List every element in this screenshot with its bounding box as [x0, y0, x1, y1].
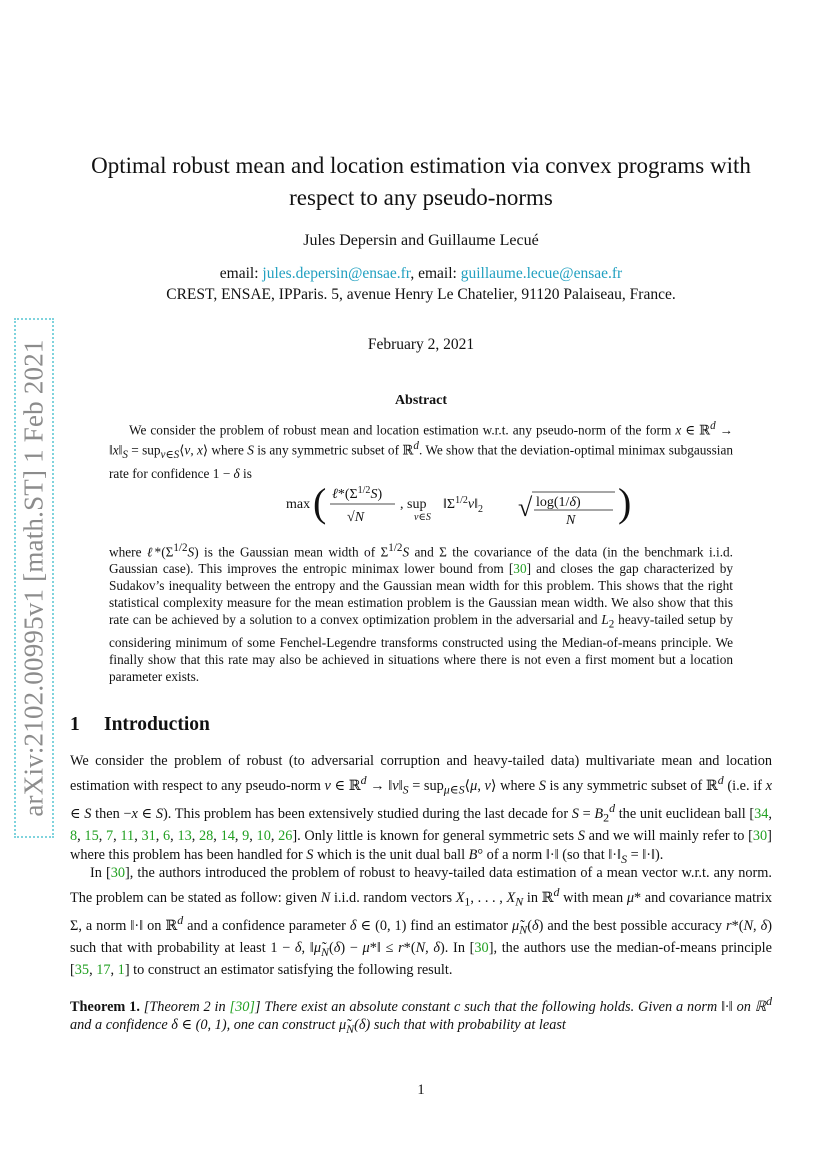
citation-link[interactable]: 1: [117, 962, 125, 979]
citation-link[interactable]: 30: [474, 940, 489, 957]
paper-title: [70, 150, 772, 214]
email-label-2: , email:: [410, 265, 457, 282]
citation-link[interactable]: 15: [84, 828, 99, 845]
title-line-2: respect to any pseudo-norms: [289, 185, 553, 210]
email-link-lecue[interactable]: guillaume.lecue@ensae.fr: [460, 265, 623, 282]
citation-link[interactable]: 7: [105, 828, 114, 845]
arxiv-identifier: arXiv:2102.00995v1 [math.ST] 1 Feb 2021: [18, 339, 49, 817]
svg-text:(: (: [313, 480, 327, 525]
affiliation: CREST, ENSAE, IPParis. 5, avenue Henry Le Chatelier, 91120 Palaiseau, France.: [166, 286, 676, 303]
svg-text:‖Σ1/2v‖2: $‖\Sigma^{1/2}v‖_2$: [443, 495, 484, 515]
citation-link[interactable]: 28: [199, 828, 214, 845]
theorem-1: Theorem 1. [Theorem 2 in [30]] There exist an absolute constant c such that the following holds. Given a norm ‖·‖ on ℝ$^d$ and a confidence δ ∈ (0, 1), one can construct $\mũ_N(\delta)$ such that with probability at least: [70, 994, 773, 1037]
abstract-heading: Abstract: [394, 393, 448, 408]
citation-link[interactable]: 6: [163, 828, 171, 845]
rate-formula: [70, 478, 772, 528]
svg-text:√: √: [518, 493, 533, 522]
citation-link[interactable]: 26: [278, 828, 293, 845]
theorem-cite-suffix: ]: [254, 998, 261, 1015]
paper-date: February 2, 2021: [367, 336, 475, 353]
citation-link[interactable]: 35: [74, 962, 90, 979]
svg-text:, sup: , sup: [400, 497, 427, 512]
svg-text:log(1/δ): log(1/δ): [536, 495, 581, 510]
svg-text:ℓ*(Σ1/2S): $\ell*(\Sigma^{1/2}S)$: [332, 485, 383, 502]
citation-link[interactable]: 13: [177, 828, 192, 845]
intro-paragraph-2: In [30], the authors introduced the problem of robust to heavy-tailed data estimation of a mean vector w.r.t. any norm. The problem can be stated as follow: given N i.i.d. random vectors $X_1$, . . . , $X_N$ in ℝ$^d$ with mean μ* and covariance matrix Σ, a norm ‖·‖ on ℝ$^d$ and a confidence parameter δ ∈ (0, 1) find an estimator $\mũ_N(\delta)$ and the best possible accuracy r*(N, δ) such that with probability at least 1 − δ, $‖\mũ_N(\delta)$ − μ*‖ ≤ r*(N, δ). In [30], the authors use the median-of-means principle [35, 17, 1] to construct an estimator satisfying the following result.: [70, 865, 773, 979]
citation-link[interactable]: 34: [754, 805, 769, 822]
authors: Jules Depersin and Guillaume Lecué: [303, 232, 539, 249]
citation-link[interactable]: 8: [70, 828, 78, 845]
abstract-paragraph-2: where $\ell*(\Sigma^{1/2}S)$ is the Gaussian mean width of $\Sigma^{1/2}S$ and Σ the covariance of the data (in the benchmark i.i.d. Gaussian case). This improves the entropic minimax lower bound from [30] and closes the gap characterized by Sudakov’s inequality between the entropy and the Gaussian mean width for this problem. This shows that the right statistical complexity measure for the mean estimation problem is the Gaussian mean width. We also show that this rate can be achieved by a solution to a convex optimization problem in the adversarial and $L_2$ heavy-tailed setup by considering minimum of some Fenchel-Legendre transforms constructed using the Median-of-means principle. We finally show that this rate may also be achieved in situations where there is not even a first moment but a location parameter exists.: [109, 542, 734, 685]
email-label-1: email:: [219, 265, 259, 282]
abstract-paragraph-1: We consider the problem of robust mean and location estimation w.r.t. any pseudo-norm of the form x ∈ ℝ$^d$ → $‖x‖_S$ = sup$_{v\in S}$⟨v, x⟩ where S is any symmetric subset of ℝ$^d$. We show that the deviation-optimal minimax subgaussian rate for confidence 1 − δ is: [109, 420, 734, 481]
citation-link[interactable]: 31: [141, 828, 156, 845]
citation-link[interactable]: 10: [256, 828, 271, 845]
citation-link[interactable]: 17: [96, 962, 111, 979]
svg-text:v∈S: v∈S: [414, 512, 431, 523]
svg-text:max: max: [286, 497, 311, 512]
section-number: 1: [70, 714, 80, 735]
citation-link[interactable]: 30: [513, 561, 527, 577]
section-title: Introduction: [104, 714, 210, 735]
svg-text:): ): [618, 480, 632, 525]
title-line-1: Optimal robust mean and location estimation via convex programs with: [91, 153, 751, 178]
page-number: 1: [417, 1082, 425, 1098]
intro-paragraph-1: We consider the problem of robust (to adversarial corruption and heavy-tailed data) multivariate mean and location estimation with respect to any pseudo-norm ν ∈ ℝ$^d$ → $‖\nu‖_S$ = sup$_{\mu\in S}$⟨μ, ν⟩ where S is any symmetric subset of ℝ$^d$ (i.e. if x ∈ S then −x ∈ S). This problem has been extensively studied during the last decade for $S = B_2^d$ the unit euclidean ball [34, 8, 15, 7, 11, 31, 6, 13, 28, 14, 9, 10, 26]. Only little is known for general symmetric sets S and we will mainly refer to [30] where this problem has been handled for S which is the unit dual ball B° of a norm ‖·‖ (so that $‖\cdot‖_S$ = ‖·‖).: [70, 753, 772, 866]
section-heading: [70, 714, 210, 736]
citation-link[interactable]: 14: [220, 828, 235, 845]
arxiv-stamp: [14, 318, 54, 838]
citation-link[interactable]: 11: [120, 828, 135, 845]
email-line: [70, 265, 772, 283]
email-link-depersin[interactable]: jules.depersin@ensae.fr: [262, 265, 411, 282]
citation-link[interactable]: 9: [242, 828, 250, 845]
theorem-cite-prefix: [Theorem 2 in: [143, 998, 226, 1015]
theorem-citation-link[interactable]: [30]: [229, 998, 255, 1015]
citation-link[interactable]: 30: [110, 865, 126, 881]
citation-link[interactable]: 30: [752, 828, 768, 845]
theorem-label: Theorem 1.: [70, 998, 140, 1015]
svg-text:N: N: [566, 513, 576, 528]
svg-text:√N: √N: [347, 510, 365, 525]
